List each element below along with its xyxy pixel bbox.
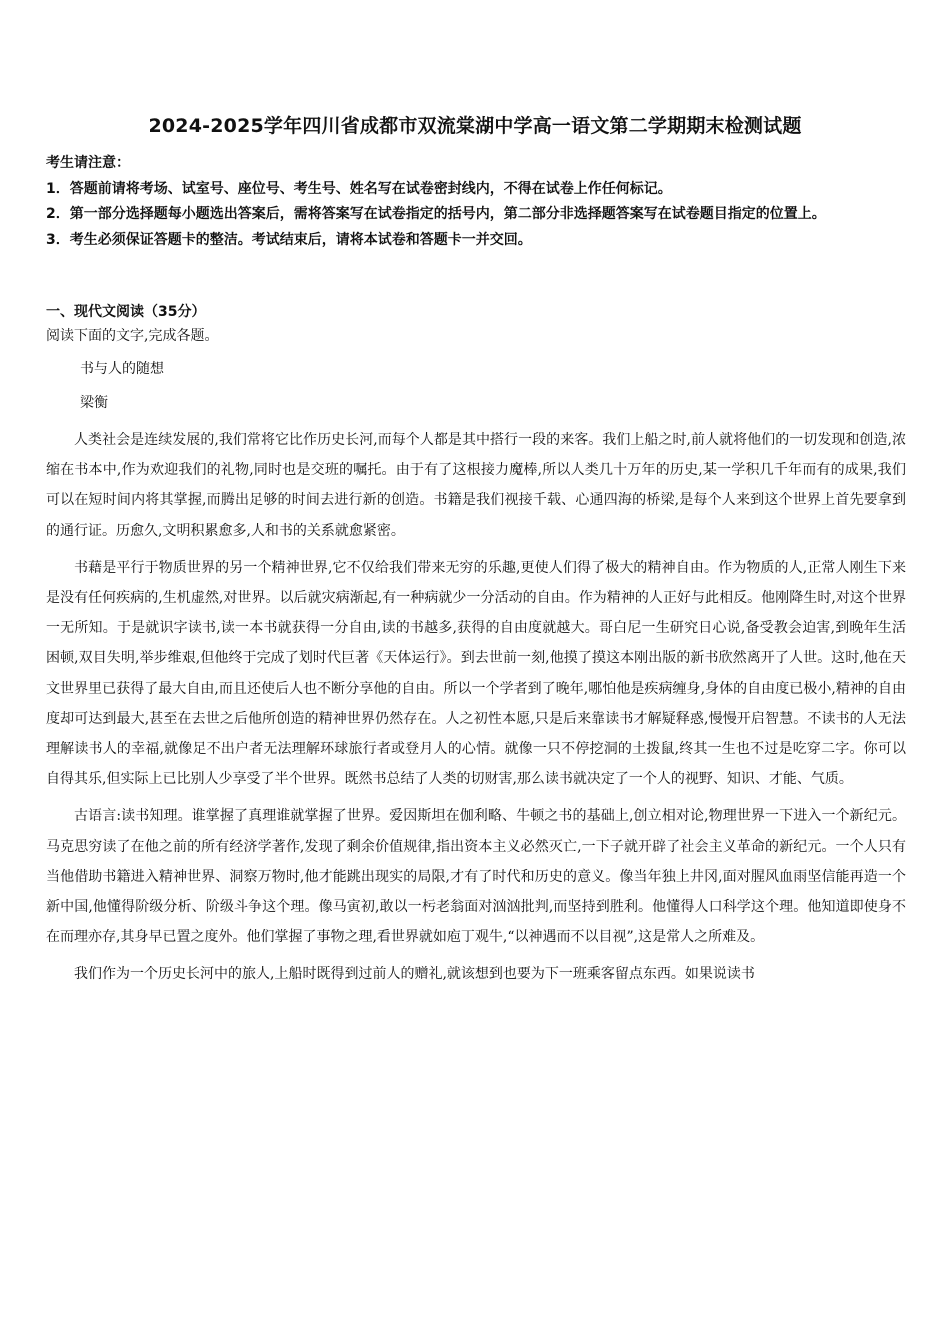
notice-item: 1．答题前请将考场、试室号、座位号、考生号、姓名写在试卷密封线内，不得在试卷上作任何标记。 — [46, 180, 672, 197]
article-paragraph: 我们作为一个历史长河中的旅人,上船时既得到过前人的赠礼,就该想到也要为下一班乘客留点东西。如果说读书 — [74, 966, 755, 983]
section-heading: 一、现代文阅读（35分） — [46, 304, 206, 320]
notice-item: 3．考生必须保证答题卡的整洁。考试结束后，请将本试卷和答题卡一并交回。 — [46, 231, 532, 248]
candidate-notice — [46, 151, 904, 253]
article-paragraph: 书藉是平行于物质世界的另一个精神世界,它不仅给我们带来无穷的乐趣,更使人们得了极大的精神自由。作为物质的人,正常人刚生下来是没有任何疾病的,生机虚然,对世界。以后就灾病渐起,有一种病就少一分活动的自由。作为精神的人正好与此相反。他刚降生时,对这个世界一无所知。于是就识字读书,读一本书就获得一分自由,读的书越多,获得的自由度就越大。哥白尼一生研究日心说,备受教会迫害,到晚年生活困顿,双目失明,举步维艰,但他终于完成了划时代巨著《天体运行》。到去世前一刻,他摸了摸这本刚出版的新书欣然离开了人世。这时,他在天文世界里已获得了最大自由,而且还使后人也不断分享他的自由。所以一个学者到了晚年,哪怕他是疾病缠身,身体的自由度已极小,精神的自由度却可达到最大,甚至在去世之后他所创造的精神世界仍然存在。人之初性本愿,只是后来靠读书才解疑释惑,慢慢开启智慧。不读书的人无法理解读书人的幸福,就像足不出户者无法理解环球旅行者或登月人的心情。就像一只不停挖洞的土拨鼠,终其一生也不过是吃穿二字。你可以自得其乐,但实际上已比别人少享受了半个世界。既然书总结了人类的切财害,那么读书就决定了一个人的视野、知识、才能、气质。 — [46, 559, 906, 788]
section-instruction: 阅读下面的文字,完成各题。 — [46, 328, 219, 344]
article-paragraph: 人类社会是连续发展的,我们常将它比作历史长河,而每个人都是其中搭行一段的来客。我们上船之时,前人就将他们的一切发现和创造,浓缩在书本中,作为欢迎我们的礼物,同时也是交班的嘱托。由于有了这根接力魔棒,所以人类几十万年的历史,某一学积几千年而有的成果,我们可以在短时间内将其掌握,而腾出足够的时间去进行新的创造。书籍是我们视接千载、心通四海的桥梁,是每个人来到这个世界上首先要拿到的通行证。历愈久,文明积累愈多,人和书的关系就愈紧密。 — [46, 432, 906, 539]
page-title: 2024-2025学年四川省成都市双流棠湖中学高一语文第二学期期末检测试题 — [148, 115, 802, 137]
article-body — [46, 425, 906, 997]
notice-heading: 考生请注意： — [46, 155, 130, 171]
article-author: 梁衡 — [80, 395, 108, 411]
article-title: 书与人的随想 — [80, 361, 164, 377]
article-paragraph: 古语言:读书知理。谁掌握了真理谁就掌握了世界。爱因斯坦在伽利略、牛顿之书的基础上,创立相对论,物理世界一下进入一个新纪元。马克思穷读了在他之前的所有经济学著作,发现了剩余价值规律,指出资本主义必然灭亡,一下子就开辟了社会主义革命的新纪元。一个人只有当他借助书籍进入精神世界、洞察万物时,他才能跳出现实的局限,才有了时代和历史的意义。像当年独上井冈,面对腥风血雨坚信能再造一个新中国,他懂得阶级分析、阶级斗争这个理。像马寅初,敢以一杇老翁面对汹汹批判,而坚持到胜利。他懂得人口科学这个理。他知道即使身不在而理亦存,其身早已置之度外。他们掌握了事物之理,看世界就如庖丁观牛,“以神遇而不以目视”,这是常人之所难及。 — [46, 808, 906, 946]
notice-item: 2．第一部分选择题每小题选出答案后，需将答案写在试卷指定的括号内，第二部分非选择题答案写在试卷题目指定的位置上。 — [46, 206, 826, 222]
